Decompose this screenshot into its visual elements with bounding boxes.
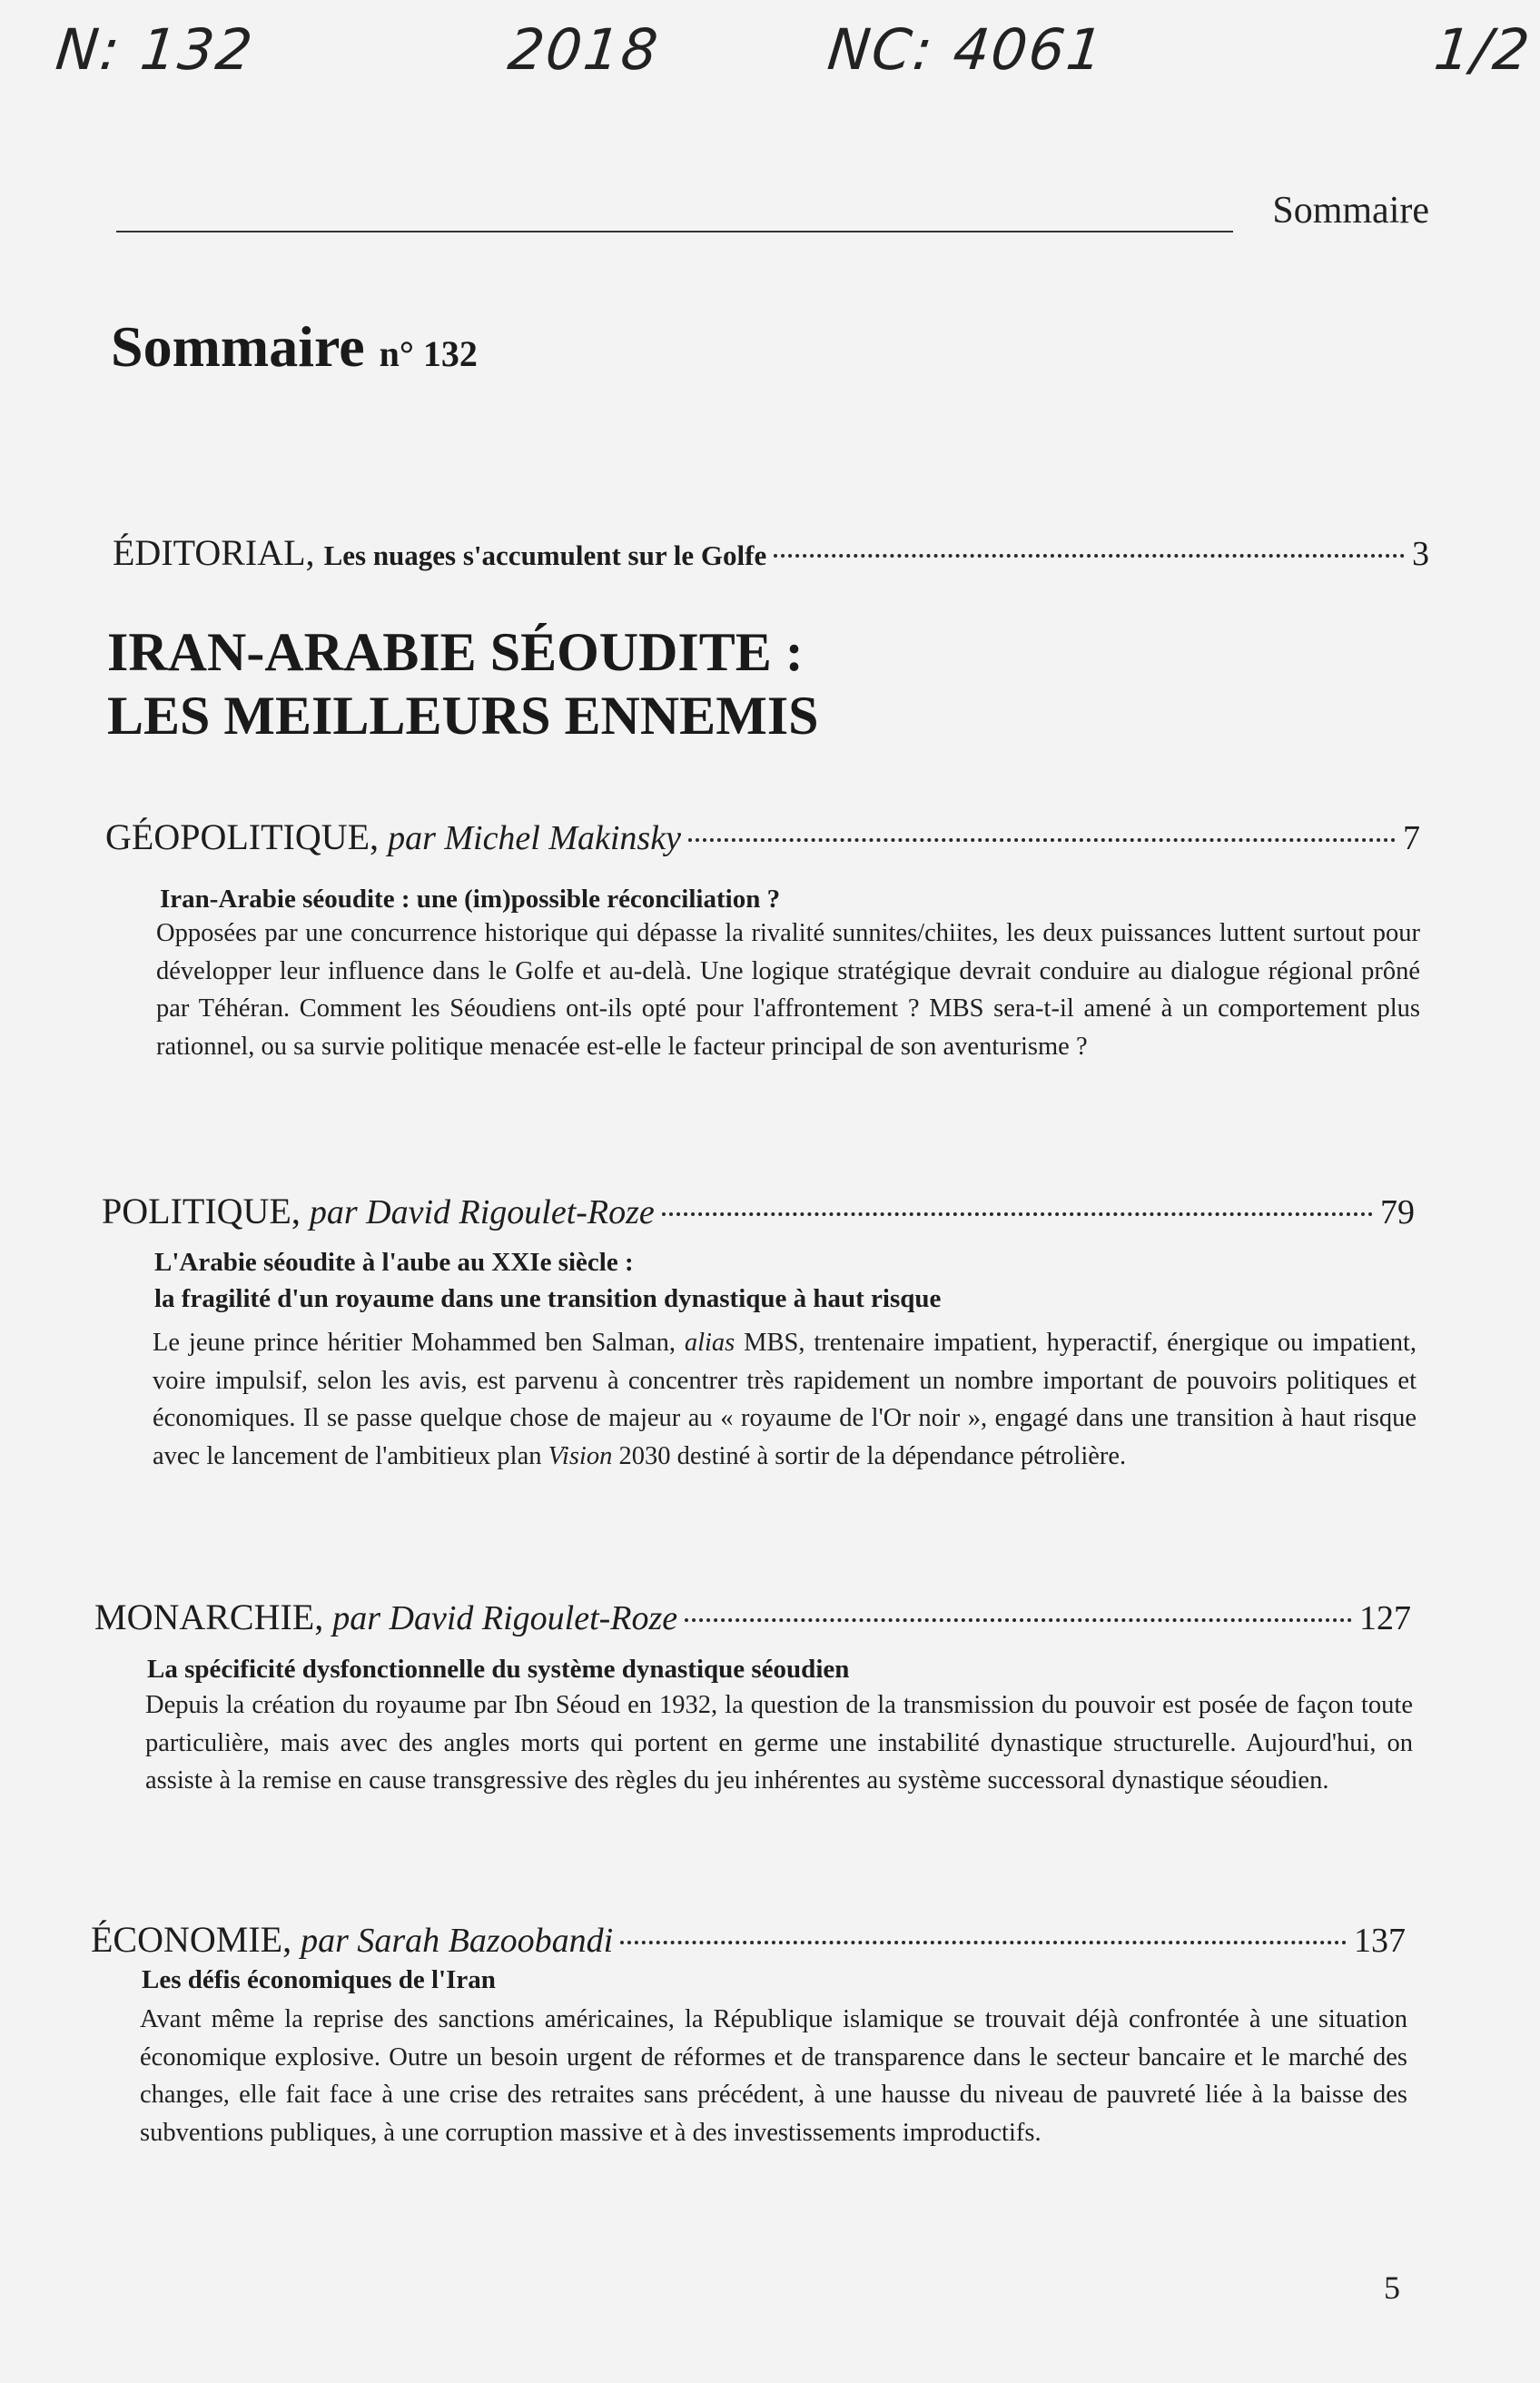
article-title: La spécificité dysfonctionnelle du système dynastique séoudien: [147, 1655, 850, 1684]
toc-entry-editorial[interactable]: [113, 531, 1429, 574]
article-abstract: Opposées par une concurrence historique qui dépasse la rivalité sunnites/chiites, les deux puissances luttent surtout pour développer leur influence dans le Golfe et au-delà. Une logique stratégique devrait conduire au dialogue régional prôné par Téhéran. Comment les Séoudiens ont-ils opté pour l'affrontement ? MBS sera-t-il amené à un comportement plus rationnel, ou sa survie politique menacée est-elle le facteur principal de son aventurisme ?: [156, 919, 1420, 1061]
leader-dots: [688, 838, 1396, 842]
article-title: Iran-Arabie séoudite : une (im)possible réconciliation ?: [160, 885, 781, 914]
article-abstract: [153, 1324, 1417, 1475]
dossier-heading: [107, 620, 819, 747]
issue-number: n° 132: [379, 333, 478, 374]
leader-dots: [685, 1618, 1352, 1622]
rubric-label: ÉCONOMIE,: [91, 1919, 292, 1960]
page-number: 127: [1359, 1599, 1411, 1637]
leader-dots: [662, 1212, 1373, 1216]
editorial-subject: Les nuages s'accumulent sur le Golfe: [323, 539, 767, 571]
toc-entry-geopolitique[interactable]: [105, 816, 1420, 858]
dossier-line-2: LES MEILLEURS ENNEMIS: [107, 686, 819, 746]
header-rule: [116, 231, 1233, 232]
abstract-part: MBS, trentenaire impatient, hyperactif, énergique ou impatient, voire impulsif, selon les avis, est parvenu à concentrer très rapidement un nombre important de pouvoirs politiques et économiques. Il se passe quelque chose de majeur au « royaume de l'Or noir », engagé dans une transition à haut risque avec le lancement de l'ambitieux plan: [153, 1329, 1417, 1470]
running-header: Sommaire: [1272, 190, 1429, 232]
toc-entry-economie[interactable]: [91, 1918, 1406, 1961]
leader-dots: [620, 1941, 1347, 1944]
article-title: Les défis économiques de l'Iran: [142, 1965, 496, 1994]
handwritten-part: 1/2: [1431, 16, 1535, 83]
abstract-part: Le jeune prince héritier Mohammed ben Salman,: [153, 1329, 676, 1357]
article-title-line-1: L'Arabie séoudite à l'aube au XXIe siècle :: [154, 1248, 634, 1277]
handwritten-year: 2018: [505, 16, 663, 83]
page-number: 7: [1403, 819, 1420, 857]
author-name: par Sarah Bazoobandi: [301, 1922, 614, 1960]
toc-entry-politique[interactable]: [102, 1190, 1415, 1232]
handwritten-number: N: 132: [53, 16, 258, 83]
leader-dots: [774, 554, 1405, 558]
article-title: [154, 1244, 1417, 1317]
page-number: 137: [1354, 1922, 1406, 1960]
article-abstract: Avant même la reprise des sanctions américaines, la République islamique se trouvait déjà confrontée à une situation économique explosive. Outre un besoin urgent de réformes et de transparence dans le secteur bancaire et le marché des changes, elle fait face à une crise des retraites sans précédent, à une hausse du niveau de pauvreté liée à la baisse des subventions publiques, à une corruption massive et à des investissements improductifs.: [140, 2005, 1407, 2147]
rubric-label: GÉOPOLITIQUE,: [105, 816, 380, 857]
page-number: 79: [1380, 1193, 1415, 1231]
handwritten-code: NC: 4061: [824, 16, 1108, 83]
abstract-italic: Vision: [548, 1441, 613, 1470]
toc-entry-monarchie[interactable]: [94, 1596, 1411, 1638]
article-abstract: Depuis la création du royaume par Ibn Séoud en 1932, la question de la transmission du pouvoir est posée de façon toute particulière, mais avec des angles morts qui portent en germe une instabilité dynastique structurelle. Aujourd'hui, on assiste à la remise en cause transgressive des règles du jeu inhérentes au système successoral dynastique séoudien.: [145, 1691, 1413, 1795]
page-folio: 5: [1384, 2269, 1400, 2306]
article-title-line-2: la fragilité d'un royaume dans une transition dynastique à haut risque: [154, 1284, 942, 1313]
title-main: Sommaire: [111, 314, 365, 379]
author-name: par David Rigoulet-Roze: [332, 1599, 678, 1637]
rubric-label: MONARCHIE,: [94, 1597, 324, 1637]
author-name: par David Rigoulet-Roze: [309, 1193, 655, 1231]
author-name: par Michel Makinsky: [388, 819, 681, 857]
abstract-part: 2030 destiné à sortir de la dépendance pétrolière.: [618, 1441, 1127, 1470]
page-title: [111, 313, 478, 381]
rubric-label: ÉDITORIAL,: [113, 532, 315, 573]
dossier-line-1: IRAN-ARABIE SÉOUDITE :: [107, 622, 804, 682]
abstract-italic: alias: [684, 1329, 735, 1357]
page-number: 3: [1412, 535, 1429, 573]
rubric-label: POLITIQUE,: [102, 1191, 301, 1231]
